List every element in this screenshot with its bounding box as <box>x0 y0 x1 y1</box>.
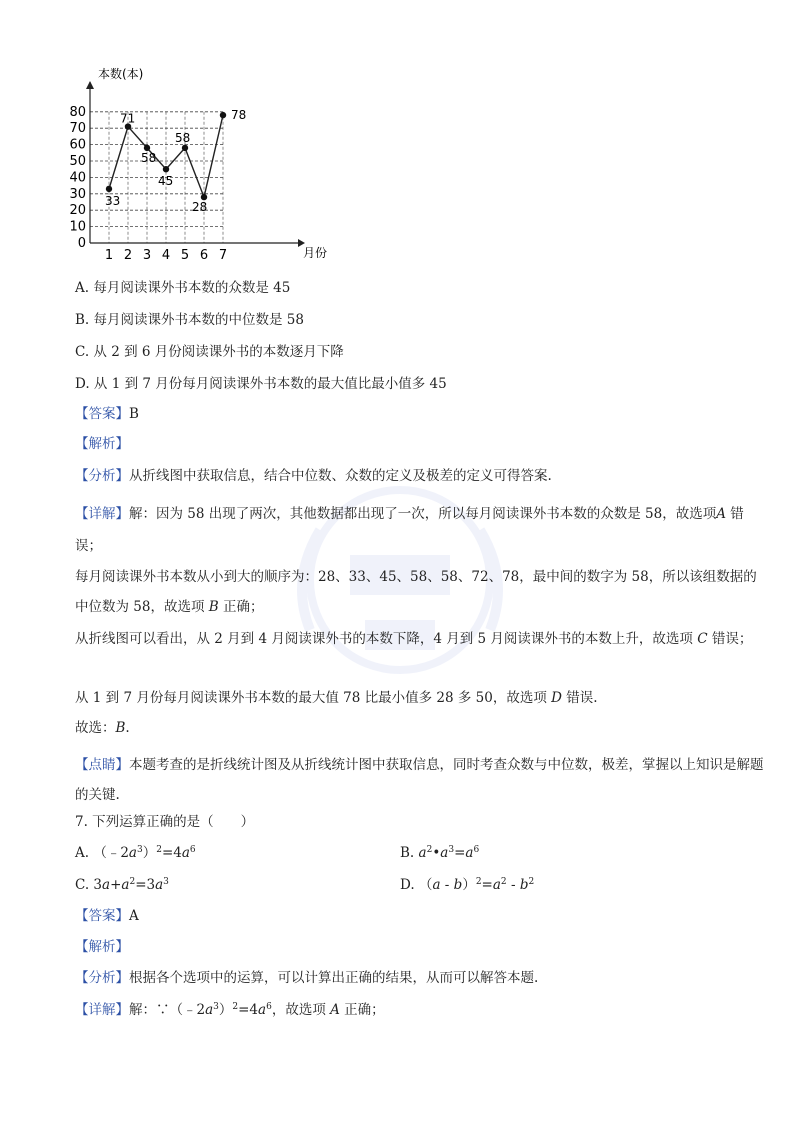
data-point <box>163 166 169 172</box>
answer-value: B <box>129 406 139 422</box>
exp: 6 <box>473 845 480 855</box>
t: 解：∵（﹣2 <box>129 1002 206 1018</box>
detail-text: 从 1 到 7 月份每月阅读课外书本数的最大值 78 比最小值多 28 多 50，故选项 <box>75 690 552 706</box>
var: B <box>208 599 219 615</box>
answer-tag: 【答案】 <box>75 908 129 924</box>
q6-detail-1 <box>75 498 765 562</box>
q6-analysis <box>75 466 552 486</box>
q7-option-d <box>400 875 534 895</box>
t: D. （ <box>400 877 433 893</box>
var: b <box>453 877 463 893</box>
exp: 2 <box>500 877 507 887</box>
t: 正确； <box>339 1002 385 1018</box>
analysis-text: 从折线图中获取信息，结合中位数、众数的定义及极差的定义可得答案. <box>129 468 552 484</box>
t: C. 3 <box>75 877 103 893</box>
q7-option-a <box>75 843 196 863</box>
chart-grid <box>90 112 223 243</box>
exp: 6 <box>266 1002 272 1012</box>
var: a <box>258 1002 267 1018</box>
exp: 3 <box>163 877 169 887</box>
y-axis-label: 本数(本) <box>98 67 144 81</box>
exp: 2 <box>528 877 535 887</box>
answer-tag: 【答案】 <box>75 406 129 422</box>
q7-answer <box>75 906 139 926</box>
detail-text: 从折线图可以看出，从 2 月到 4 月阅读课外书的本数下降，4 月到 5 月阅读课外书的本数上升，故选项 <box>75 631 698 647</box>
exp: 2 <box>129 877 136 887</box>
point-label: 45 <box>158 174 174 189</box>
q6-jiexi-tag: 【解析】 <box>75 436 129 452</box>
point-label: 58 <box>175 130 191 145</box>
x-tick-label: 3 <box>142 248 152 263</box>
t: • <box>432 845 441 861</box>
comment-tag: 【点睛】 <box>75 757 129 773</box>
x-tick-label: 2 <box>123 248 133 263</box>
t: =4 <box>238 1002 259 1018</box>
x-tick-labels <box>105 248 227 263</box>
y-axis-arrow <box>86 81 94 89</box>
q6-option-c: C. 从 2 到 6 月份阅读课外书的本数逐月下降 <box>75 344 344 360</box>
t: ） <box>218 1002 233 1018</box>
detail-tag: 【详解】 <box>75 1002 129 1018</box>
var: a <box>121 877 130 893</box>
q6-detail-2 <box>75 562 765 622</box>
line-chart <box>60 60 350 270</box>
detail-end: 错误； <box>75 506 744 554</box>
data-point <box>106 186 112 192</box>
detail-text: 故选： <box>75 720 116 736</box>
t: = <box>454 845 466 861</box>
y-tick-label: 50 <box>69 154 86 169</box>
t: - <box>506 877 520 893</box>
t: B. <box>400 845 419 861</box>
y-tick-label: 0 <box>77 236 86 251</box>
x-tick-label: 4 <box>161 248 171 263</box>
var: a <box>181 845 190 861</box>
var: a <box>128 845 137 861</box>
detail-end: . <box>125 720 130 736</box>
t: = <box>481 877 493 893</box>
point-label: 58 <box>141 150 157 165</box>
q7-detail <box>75 1000 385 1020</box>
chart-axes <box>86 81 305 247</box>
comment-text: 本题考查的是折线统计图及从折线统计图中获取信息，同时考查众数与中位数，极差，掌握以上知识是解题的关键. <box>75 757 764 803</box>
q6-option-d: D. 从 1 到 7 月份每月阅读课外书本数的最大值比最小值多 45 <box>75 376 447 392</box>
y-tick-label: 70 <box>69 121 86 137</box>
var: A <box>716 506 726 522</box>
analysis-text: 根据各个选项中的运算，可以计算出正确的结果，从而可以解答本题. <box>129 970 539 986</box>
detail-tag: 【详解】 <box>75 506 129 522</box>
y-tick-labels <box>69 105 86 251</box>
q6-detail-5 <box>75 718 130 738</box>
exp: 3 <box>136 845 143 855</box>
t: ，故选项 <box>271 1002 331 1018</box>
data-point <box>182 145 188 151</box>
var: a <box>492 877 501 893</box>
q7-option-b <box>400 843 479 863</box>
t: ） <box>462 877 476 893</box>
data-point <box>220 112 226 118</box>
var: a <box>465 845 474 861</box>
exp: 2 <box>156 845 162 855</box>
exp: 2 <box>232 1002 239 1012</box>
x-tick-label: 7 <box>218 248 228 263</box>
t: ） <box>142 845 157 861</box>
var: a <box>205 1002 214 1018</box>
y-tick-label: 80 <box>69 104 86 120</box>
detail-end: 错误； <box>707 631 753 647</box>
var: a <box>155 877 164 893</box>
t: A. （﹣2 <box>75 845 129 861</box>
t: - <box>440 877 454 893</box>
q6-option-b: B. 每月阅读课外书本数的中位数是 58 <box>75 312 304 328</box>
q7-stem: 7. 下列运算正确的是（ ） <box>75 814 255 830</box>
y-tick-label: 40 <box>69 170 86 186</box>
exp: 2 <box>475 877 482 887</box>
exp: 6 <box>189 845 196 855</box>
point-label: 71 <box>120 111 136 126</box>
exp: 3 <box>448 845 455 855</box>
var: a <box>102 877 111 893</box>
var: B <box>115 720 126 736</box>
q7-option-c <box>75 875 169 895</box>
y-tick-label: 10 <box>69 219 86 235</box>
detail-text: 解：因为 58 出现了两次，其他数据都出现了一次，所以每月阅读课外书本数的众数是 58，故选项 <box>129 506 717 522</box>
detail-text: 每月阅读课外书本数从小到大的顺序为：28、33、45、58、58、72、78，最中间的数字为 58，所以该组数据的中位数为 58，故选项 <box>75 569 757 615</box>
var: a <box>432 877 441 893</box>
x-tick-label: 1 <box>104 248 114 263</box>
t: =4 <box>161 845 182 861</box>
detail-end: 错误. <box>561 690 598 706</box>
q6-comment <box>75 750 765 810</box>
analysis-tag: 【分析】 <box>75 468 129 484</box>
y-tick-label: 30 <box>69 186 86 202</box>
analysis-tag: 【分析】 <box>75 970 129 986</box>
x-axis-label: 月份 <box>303 246 328 260</box>
y-tick-label: 20 <box>69 203 86 219</box>
exp: 3 <box>213 1002 219 1012</box>
t: + <box>110 877 122 893</box>
q6-detail-4 <box>75 688 598 708</box>
x-tick-label: 5 <box>180 248 190 263</box>
point-label: 78 <box>231 108 247 123</box>
y-tick-label: 60 <box>69 137 86 153</box>
var: a <box>418 845 427 861</box>
detail-end: 正确； <box>218 599 264 615</box>
var: a <box>440 845 449 861</box>
q6-answer <box>75 404 139 424</box>
exp: 2 <box>426 845 433 855</box>
point-label: 28 <box>192 200 208 215</box>
q6-option-a: A. 每月阅读课外书本数的众数是 45 <box>75 280 291 296</box>
point-label: 33 <box>105 193 121 208</box>
q7-jiexi-tag: 【解析】 <box>75 939 129 955</box>
var: C <box>697 631 708 647</box>
answer-value: A <box>129 908 139 924</box>
t: =3 <box>135 877 156 893</box>
q7-analysis <box>75 968 538 988</box>
q6-detail-3 <box>75 624 765 654</box>
var: D <box>551 690 562 706</box>
x-tick-label: 6 <box>199 248 209 263</box>
var: b <box>519 877 529 893</box>
var: A <box>330 1002 340 1018</box>
